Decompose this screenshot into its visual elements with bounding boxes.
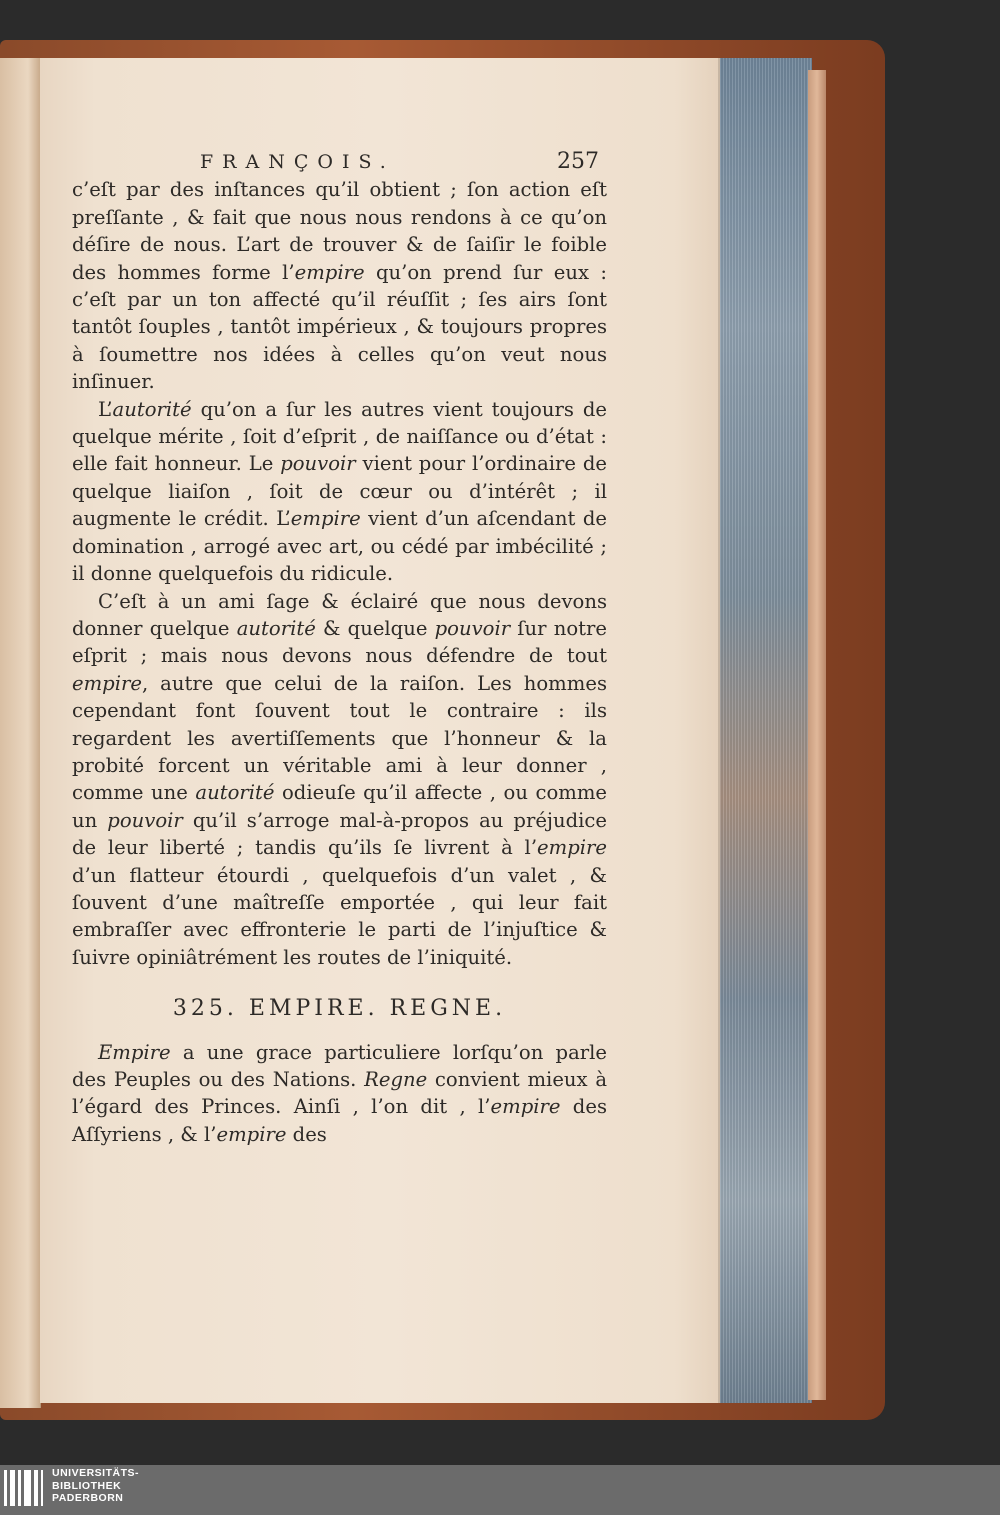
italic-term: pouvoir — [434, 616, 511, 640]
paragraph-3: C’eſt à un ami ſage & éclairé que nous devons donner quelque autorité & quelque pouvoir ſur notre eſprit ; mais nous devons nous défendre de tout empire, autre que celui de la raiſon. Les hommes cependant font ſouvent tout le contraire : ils regardent les avertiſſements que l’honneur & la probité forcent un véritable ami à leur donner , comme une autorité odieuſe qu’il affecte , ou comme un pouvoir qu’il s’arroge mal-à-propos au préjudice de leur liberté ; tandis qu’ils ſe livrent à l’empire d’un flatteur étourdi , quelquefois d’un valet , & ſouvent d’une maîtreſſe emportée , qui leur fait embraſſer avec effronterie le parti de l’injuſtice & ſuivre opiniâtrément les routes de l’iniquité. — [72, 589, 607, 969]
italic-term: empire — [72, 671, 142, 695]
italic-term: autorité — [195, 781, 275, 805]
logo-line-1: UNIVERSITÄTS- — [52, 1467, 140, 1479]
library-logo-text — [52, 1467, 139, 1505]
italic-term: empire — [490, 1095, 561, 1119]
running-header — [72, 148, 607, 176]
library-footer — [0, 1465, 1000, 1515]
library-logo-icon — [4, 1470, 44, 1506]
italic-term: pouvoir — [280, 452, 356, 476]
italic-term: empire — [294, 260, 365, 284]
italic-term: empire — [216, 1122, 287, 1146]
italic-term: pouvoir — [107, 808, 183, 832]
logo-line-3: PADERBORN — [52, 1492, 124, 1504]
page-number: 257 — [557, 149, 599, 174]
italic-term: empire — [537, 836, 607, 860]
paragraph-2: L’autorité qu’on a ſur les autres vient toujours de quelque mérite , ſoit d’eſprit , de naiſſance ou d’état : elle fait honneur. Le pouvoir vient pour l’ordinaire de quelque liaiſon , ſoit de cœur ou d’intérêt ; il augmente le crédit. L’empire vient d’un aſcendant de domination , arrogé avec art, ou cédé par imbécilité ; il donne quelquefois du ridicule. — [72, 397, 607, 586]
italic-term: Regne — [364, 1068, 428, 1091]
page-block-edge — [718, 58, 812, 1403]
running-head: FRANÇOIS. — [200, 151, 395, 173]
page-text — [72, 148, 607, 1148]
section-title: 325. EMPIRE. REGNE. — [172, 996, 507, 1022]
italic-term: autorité — [112, 397, 192, 421]
italic-term: empire — [290, 507, 361, 531]
paragraph-1: c’eſt par des inſtances qu’il obtient ; ſon action eſt preſſante , & fait que nous nous rendons à ce qu’on déſire de nous. L’art de trouver & de ſaiſir le foible des hommes forme l’empire qu’on prend ſur eux : c’eſt par un ton affecté qu’il réuſſit ; ſes airs ſont tantôt ſouples , tantôt impérieux , & toujours propres à ſoumettre nos idées à celles qu’on veut nous inſinuer. — [72, 178, 607, 394]
italic-term: Empire — [98, 1040, 171, 1064]
logo-line-2: BIBLIOTHEK — [52, 1479, 122, 1492]
paragraph-4: Empire a une grace particuliere lorſqu’on parle des Peuples ou des Nations. Regne convient mieux à l’égard des Princes. Ainſi , l’on dit , l’empire des Aſſyriens , & l’empire des — [72, 1040, 607, 1146]
cover-edge — [808, 70, 826, 1400]
italic-term: autorité — [236, 616, 316, 640]
left-page-edge — [0, 58, 41, 1408]
